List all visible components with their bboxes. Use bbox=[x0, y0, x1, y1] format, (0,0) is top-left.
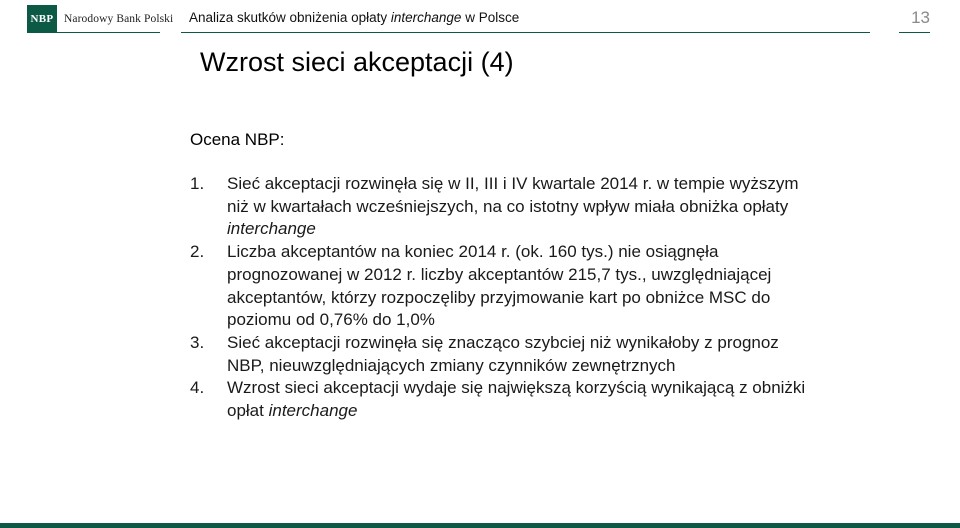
list-item-text-main: Sieć akceptacji rozwinęła się w II, III i IV kwartale 2014 r. w tempie wyższym niż w kwartałach wcześniejszych, na co istotny wpływ miała obniżka opłaty bbox=[227, 174, 799, 216]
presentation-title bbox=[189, 10, 519, 25]
slide-title: Wzrost sieci akceptacji (4) bbox=[200, 47, 514, 77]
bank-name: Narodowy Bank Polski bbox=[64, 13, 174, 25]
list-item bbox=[190, 332, 810, 377]
list-item-text-italic: interchange bbox=[227, 219, 316, 239]
presentation-title-italic: interchange bbox=[390, 10, 462, 25]
list-item-text: Sieć akceptacji rozwinęła się znacząco szybciej niż wynikałoby z prognoz NBP, nieuwzględniających zmiany czynników zewnętrznych bbox=[227, 332, 779, 375]
list-item-text: Liczba akceptantów na koniec 2014 r. (ok. 160 tys.) nie osiągnęła prognozowanej w 2012 r. liczby akceptantów 215,7 tys., uwzględniającej akceptantów, którzy rozpoczęliby przyjmowanie kart po obniżce MSC do poziomu od 0,76% do 1,0% bbox=[227, 242, 772, 330]
list-item-text-main: Wzrost sieci akceptacji wydaje się największą korzyścią wynikającą z obniżki opłat bbox=[227, 378, 806, 421]
assessment-list bbox=[190, 173, 810, 423]
list-item bbox=[190, 377, 810, 422]
list-item-number: 2. bbox=[190, 242, 205, 262]
assessment-label: Ocena NBP: bbox=[190, 130, 285, 149]
presentation-title-end: w Polsce bbox=[461, 10, 520, 25]
list-item-text bbox=[227, 377, 810, 422]
nbp-logo bbox=[27, 5, 173, 33]
list-item-number: 3. bbox=[190, 332, 205, 352]
header-divider-right bbox=[899, 32, 930, 33]
list-item-number: 4. bbox=[190, 378, 205, 398]
footer-bar bbox=[0, 523, 960, 528]
nbp-logo-mark: NBP bbox=[27, 5, 57, 33]
list-item bbox=[190, 241, 810, 332]
presentation-title-start: Analiza skutków obniżenia opłaty bbox=[189, 10, 391, 25]
header-divider-middle bbox=[181, 32, 870, 33]
list-item-text-italic: interchange bbox=[268, 401, 358, 421]
header-divider-left bbox=[57, 32, 160, 33]
page-number: 13 bbox=[911, 8, 930, 27]
list-item-text bbox=[227, 173, 810, 241]
list-item-number: 1. bbox=[190, 174, 205, 193]
list-item bbox=[190, 173, 810, 241]
